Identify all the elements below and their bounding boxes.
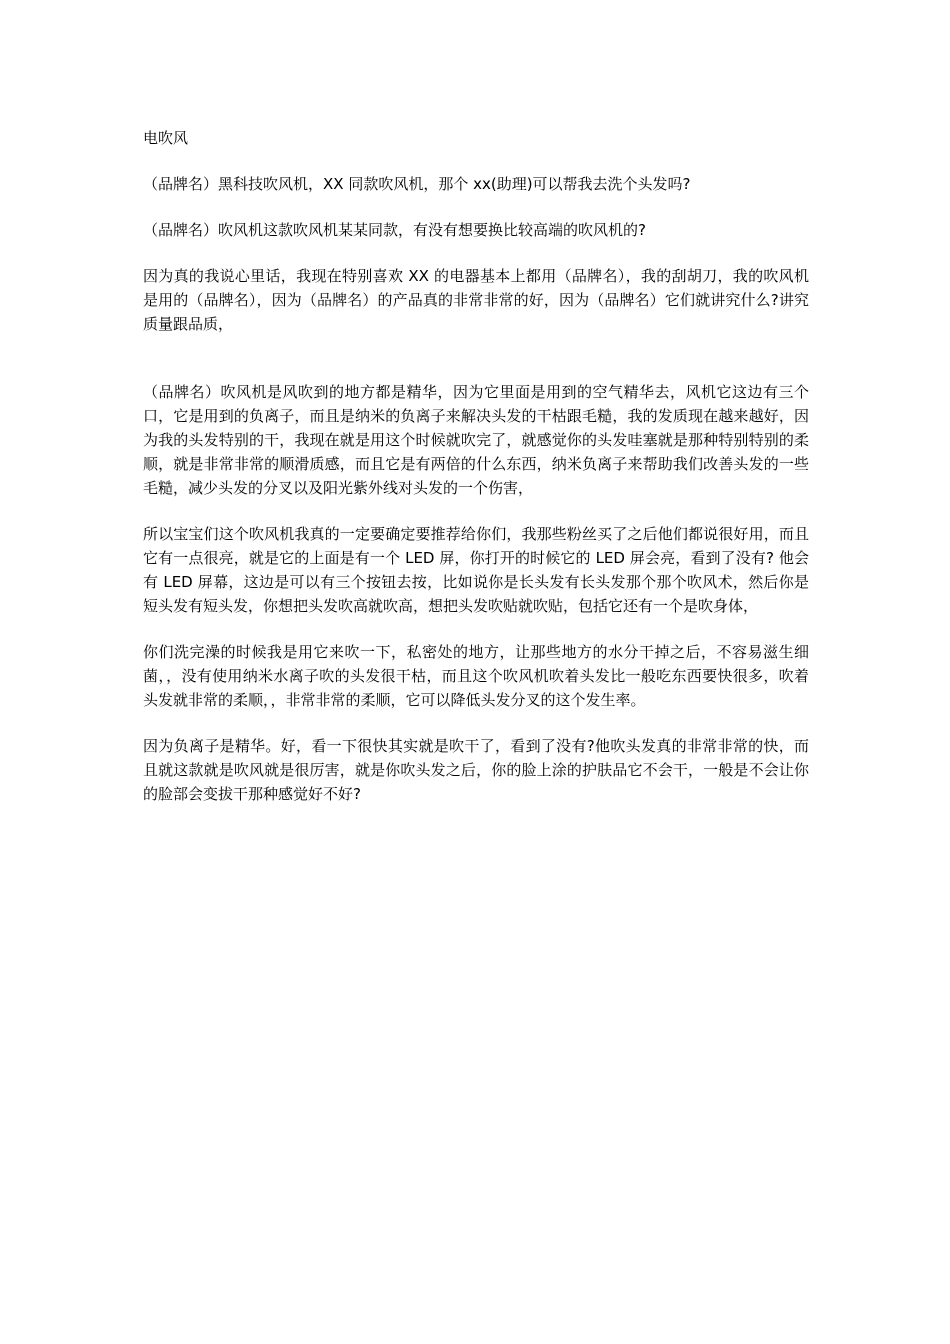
paragraph-1: （品牌名）黑科技吹风机，XX 同款吹风机，那个 xx(助理)可以帮我去洗个头发吗? [143,175,691,193]
paragraph-2: （品牌名）吹风机这款吹风机某某同款，有没有想要换比较高端的吹风机的? [143,221,646,239]
paragraph-6: 你们洗完澡的时候我是用它来吹一下，私密处的地方，让那些地方的水分干掉之后，不容易滋生细菌，，没有使用纳米水离子吹的头发很干枯，而且这个吹风机吹着头发比一般吃东西要快很多，吹着头发就非常的柔顺，，非常非常的柔顺，它可以降低头发分叉的这个发生率。 [143,643,809,709]
paragraph-3: 因为真的我说心里话，我现在特别喜欢 XX 的电器基本上都用（品牌名），我的刮胡刀，我的吹风机是用的（品牌名），因为（品牌名）的产品真的非常非常的好，因为（品牌名）它们就讲究什么?讲究质量跟品质， [143,267,809,333]
document-page [143,126,809,828]
document-title: 电吹风 [143,129,189,147]
blank-line [143,358,809,380]
paragraph-4: （品牌名）吹风机是风吹到的地方都是精华，因为它里面是用到的空气精华去，风机它这边有三个口，它是用到的负离子，而且是纳米的负离子来解决头发的干枯跟毛糙，我的发质现在越来越好，因为我的头发特别的干，我现在就是用这个时候就吹完了，就感觉你的头发哇塞就是那种特别特别的柔顺，就是非常非常的顺滑质感，而且它是有两倍的什么东西，纳米负离子来帮助我们改善头发的一些毛糙，减少头发的分叉以及阳光紫外线对头发的一个伤害， [143,383,809,497]
paragraph-7: 因为负离子是精华。好，看一下很快其实就是吹干了，看到了没有?他吹头发真的非常非常的快，而且就这款就是吹风就是很厉害，就是你吹头发之后，你的脸上涂的护肤品它不会干，一般是不会让你的脸部会变拔干那种感觉好不好? [143,737,809,803]
paragraph-5: 所以宝宝们这个吹风机我真的一定要确定要推荐给你们，我那些粉丝买了之后他们都说很好用，而且它有一点很亮，就是它的上面是有一个 LED 屏，你打开的时候它的 LED 屏会亮，看到了没有? 他会有 LED 屏幕，这边是可以有三个按钮去按，比如说你是长头发有长头发那个那个吹风术，然后你是短头发有短头发，你想把头发吹高就吹高，想把头发吹贴就吹贴，包括它还有一个是吹身体， [143,525,809,615]
